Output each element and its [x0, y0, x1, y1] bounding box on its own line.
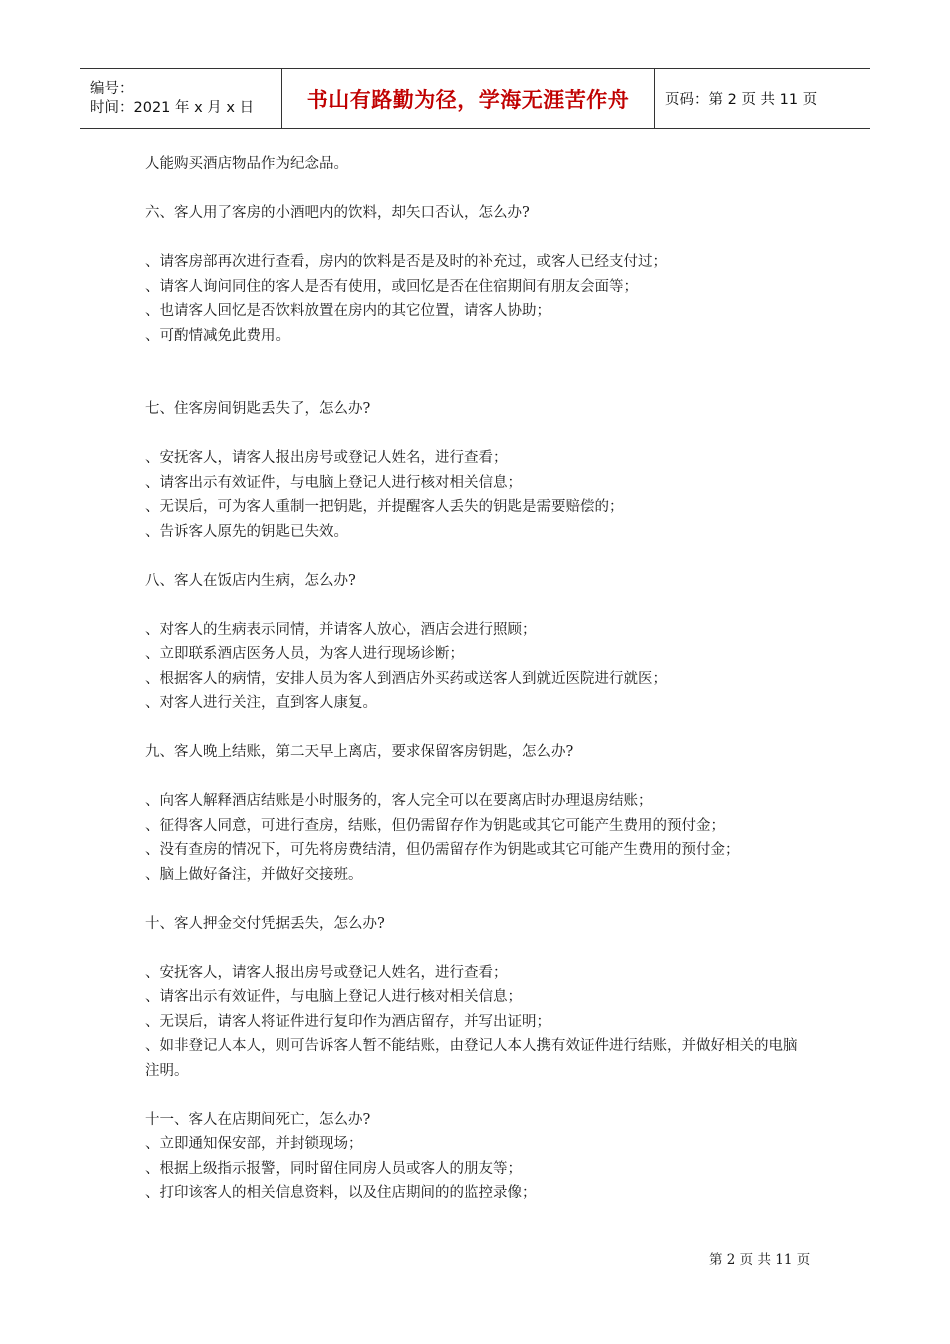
section-6-item: 、也请客人回忆是否饮料放置在房内的其它位置，请客人协助；	[145, 303, 551, 319]
section-11-item: 、根据上级指示报警，同时留住同房人员或客人的朋友等；	[145, 1160, 522, 1177]
intro-line: 人能购买酒店物品作为纪念品。	[145, 156, 348, 172]
section-8-title: 八、客人在饭店内生病，怎么办?	[145, 572, 356, 589]
section-10-item: 、安抚客人，请客人报出房号或登记人姓名，进行查看；	[145, 964, 508, 981]
header-page-number: 页码：第 2 页 共 11 页	[665, 92, 818, 108]
section-6-item: 、请客房部再次进行查看，房内的饮料是否是及时的补充过，或客人已经支付过；	[145, 254, 667, 270]
section-7-item: 、告诉客人原先的钥匙已失效。	[145, 523, 348, 540]
section-10-title: 十、客人押金交付凭据丢失，怎么办?	[145, 915, 385, 932]
section-11-item: 、打印该客人的相关信息资料，以及住店期间的的监控录像；	[145, 1185, 537, 1201]
header-motto: 书山有路勤为径，学海无涯苦作舟	[306, 87, 630, 112]
section-7-item: 、无误后，可为客人重制一把钥匙，并提醒客人丢失的钥匙是需要赔偿的；	[145, 499, 624, 515]
section-10-item: 、请客出示有效证件，与电脑上登记人进行核对相关信息；	[145, 989, 522, 1005]
section-8-item: 、根据客人的病情，安排人员为客人到酒店外买药或送客人到就近医院进行就医；	[145, 670, 667, 687]
section-9-item: 、没有查房的情况下，可先将房费结清，但仍需留存作为钥匙或其它可能产生费用的预付金；	[145, 842, 740, 858]
section-7-title: 七、住客房间钥匙丢失了，怎么办?	[145, 401, 371, 417]
section-9-item: 、向客人解释酒店结账是小时服务的，客人完全可以在要离店时办理退房结账；	[145, 793, 653, 809]
section-8-item: 、对客人进行关注，直到客人康复。	[145, 695, 377, 711]
section-6-title: 六、客人用了客房的小酒吧内的饮料，却矢口否认，怎么办?	[145, 205, 530, 221]
section-11-title: 十一、客人在店期间死亡，怎么办?	[145, 1111, 371, 1128]
section-8-item: 、对客人的生病表示同情，并请客人放心，酒店会进行照顾；	[145, 621, 537, 638]
section-10-item: 、如非登记人本人，则可告诉客人暂不能结账，由登记人本人携有效证件进行结账，并做好相关的电脑注明。	[145, 1038, 798, 1079]
section-6-item: 、请客人询问同住的客人是否有使用，或回忆是否在住宿期间有朋友会面等；	[145, 278, 638, 295]
section-11-item: 、立即通知保安部，并封锁现场；	[145, 1136, 363, 1152]
page-header	[80, 68, 870, 129]
header-motto-cell	[281, 69, 655, 128]
document-date: 时间：2021 年 x 月 x 日	[90, 99, 255, 116]
header-page-cell	[655, 69, 870, 128]
section-9-item: 、征得客人同意，可进行查房，结账，但仍需留存作为钥匙或其它可能产生费用的预付金；	[145, 817, 725, 834]
document-body	[145, 152, 810, 1206]
section-6-item: 、可酌情减免此费用。	[145, 327, 290, 344]
section-9-item: 、脑上做好备注，并做好交接班。	[145, 866, 363, 883]
section-10-item: 、无误后，请客人将证件进行复印作为酒店留存，并写出证明；	[145, 1013, 551, 1030]
section-7-item: 、请客出示有效证件，与电脑上登记人进行核对相关信息；	[145, 474, 522, 491]
section-7-item: 、安抚客人，请客人报出房号或登记人姓名，进行查看；	[145, 450, 508, 466]
page-footer: 第 2 页 共 11 页	[709, 1252, 811, 1268]
section-8-item: 、立即联系酒店医务人员，为客人进行现场诊断；	[145, 646, 464, 662]
section-9-title: 九、客人晚上结账，第二天早上离店，要求保留客房钥匙，怎么办?	[145, 744, 574, 760]
document-number-label: 编号：	[90, 80, 134, 97]
header-meta	[80, 69, 281, 128]
